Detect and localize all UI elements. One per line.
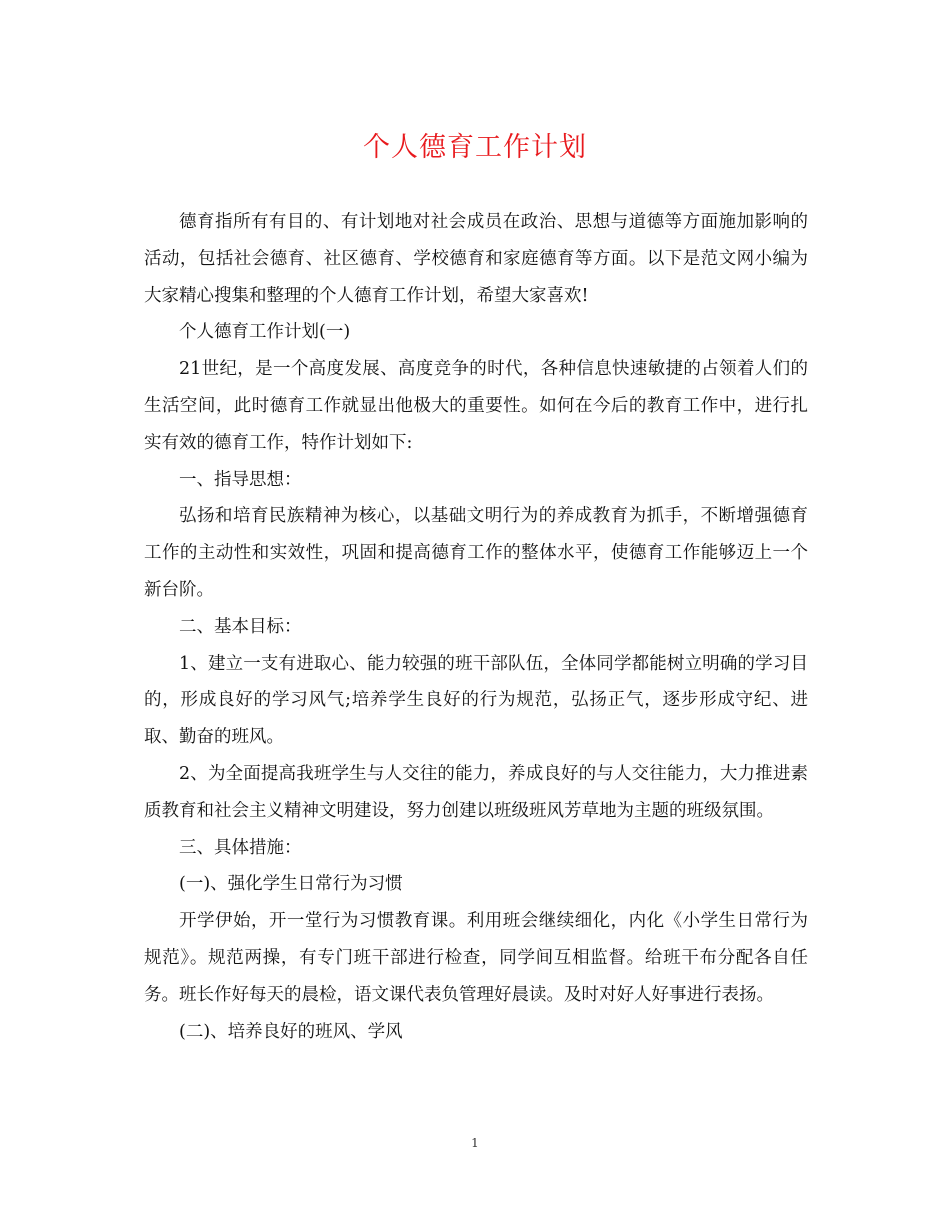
- document-title: 个人德育工作计划: [363, 132, 587, 163]
- document-body: [144, 204, 808, 1050]
- subheading-daily-habits: (一)、强化学生日常行为习惯: [179, 874, 403, 895]
- subheading-class-style: (二)、培养良好的班风、学风: [179, 1021, 403, 1042]
- goal-1-paragraph: 1、建立一支有进取心、能力较强的班干部队伍，全体同学都能树立明确的学习目的，形成良好的学习风气;培养学生良好的行为规范，弘扬正气，逐步形成守纪、进取、勤奋的班风。: [144, 653, 808, 748]
- context-paragraph: 21世纪，是一个高度发展、高度竞争的时代，各种信息快速敏捷的占领着人们的生活空间，此时德育工作就显出他极大的重要性。如何在今后的教育工作中，进行扎实有效的德育工作，特作计划如下:: [144, 359, 808, 453]
- page-number: 1: [471, 1136, 479, 1150]
- daily-habits-paragraph: 开学伊始，开一堂行为习惯教育课。利用班会继续细化，内化《小学生日常行为规范》。规范两操，有专门班干部进行检查，同学间互相监督。给班干布分配各自任务。班长作好每天的晨检，语文课代表负管理好晨读。及时对好人好事进行表扬。: [144, 911, 808, 1005]
- heading-specific-measures: 三、具体措施：: [179, 837, 302, 858]
- guiding-thought-paragraph: 弘扬和培育民族精神为核心，以基础文明行为的养成教育为抓手，不断增强德育工作的主动性和实效性，巩固和提高德育工作的整体水平，使德育工作能够迈上一个新台阶。: [144, 506, 808, 600]
- section-heading-plan-1: 个人德育工作计划(一): [179, 322, 351, 343]
- goal-2-paragraph: 2、为全面提高我班学生与人交往的能力，养成良好的与人交往能力，大力推进素质教育和社会主义精神文明建设，努力创建以班级班风芳草地为主题的班级氛围。: [144, 763, 808, 821]
- intro-paragraph: 德育指所有有目的、有计划地对社会成员在政治、思想与道德等方面施加影响的活动，包括社会德育、社区德育、学校德育和家庭德育等方面。以下是范文网小编为大家精心搜集和整理的个人德育工作计划，希望大家喜欢!: [144, 212, 808, 306]
- heading-basic-goals: 二、基本目标：: [179, 616, 302, 637]
- heading-guiding-thought: 一、指导思想：: [179, 469, 302, 490]
